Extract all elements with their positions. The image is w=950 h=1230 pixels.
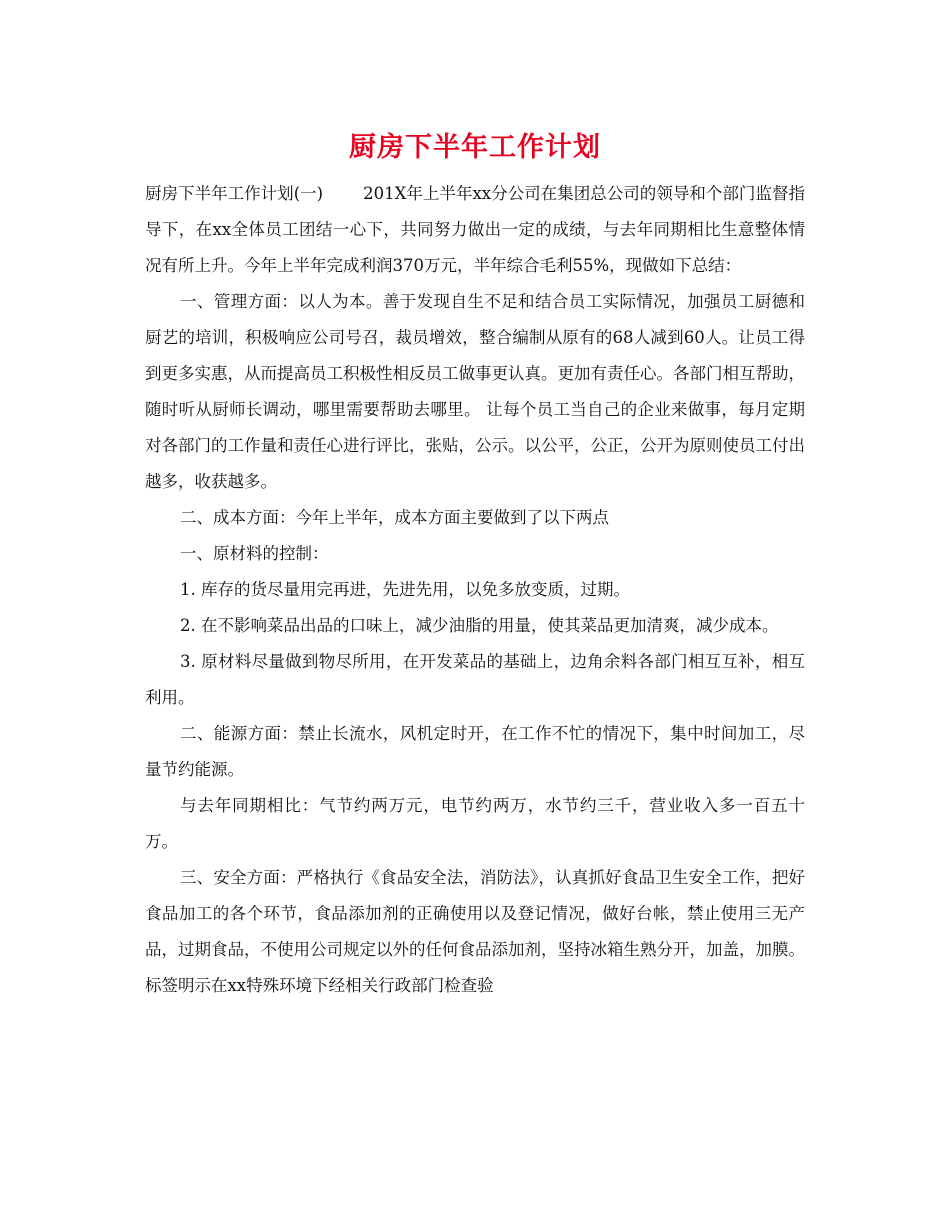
paragraph-raw-material-heading: 一、原材料的控制： (180, 544, 329, 563)
paragraph-safety: 三、安全方面：严格执行《食品安全法，消防法》，认真抓好食品卫生安全工作，把好食品加工的各个环节，食品添加剂的正确使用以及登记情况，做好台帐，禁止使用三无产品，过期食品，不使用公司规定以外的任何食品添加剂，坚持冰箱生熟分开，加盖，加膜。标签明示在xx特殊环境下经相关行政部门检查验 (145, 868, 805, 995)
paragraph-item-3: 3. 原材料尽量做到物尽所用，在开发菜品的基础上，边角余料各部门相互互补，相互利用。 (145, 652, 805, 707)
paragraph-comparison: 与去年同期相比：气节约两万元，电节约两万，水节约三千，营业收入多一百五十万。 (145, 796, 805, 851)
paragraph-cost-heading: 二、成本方面：今年上半年，成本方面主要做到了以下两点 (180, 508, 609, 527)
document-title: 厨房下半年工作计划 (349, 132, 601, 163)
paragraph-energy: 二、能源方面：禁止长流水，风机定时开，在工作不忙的情况下，集中时间加工，尽量节约能源。 (145, 724, 805, 779)
document-body (145, 176, 805, 1004)
paragraph-item-2: 2. 在不影响菜品出品的口味上，减少油脂的用量，使其菜品更加清爽，减少成本。 (180, 616, 779, 635)
intro-paragraph (145, 176, 805, 284)
intro-text: 201X年上半年xx分公司在集团总公司的领导和个部门监督指导下，在xx全体员工团结一心下，共同努力做出一定的成绩，与去年同期相比生意整体情况有所上升。今年上半年完成利润370万元，半年综合毛利55%，现做如下总结： (145, 184, 806, 275)
paragraph-item-1: 1. 库存的货尽量用完再进，先进先用，以免多放变质，过期。 (180, 580, 630, 599)
paragraph-management: 一、管理方面：以人为本。善于发现自生不足和结合员工实际情况，加强员工厨德和厨艺的培训，积极响应公司号召，裁员增效，整合编制从原有的68人减到60人。让员工得到更多实惠，从而提高员工积极性相反员工做事更认真。更加有责任心。各部门相互帮助，随时听从厨师长调动，哪里需要帮助去哪里。 让每个员工当自己的企业来做事，每月定期对各部门的工作量和责任心进行评比，张贴，公示。以公平，公正，公开为原则使员工付出越多，收获越多。 (145, 292, 805, 491)
intro-label: 厨房下半年工作计划(一) (145, 184, 324, 203)
